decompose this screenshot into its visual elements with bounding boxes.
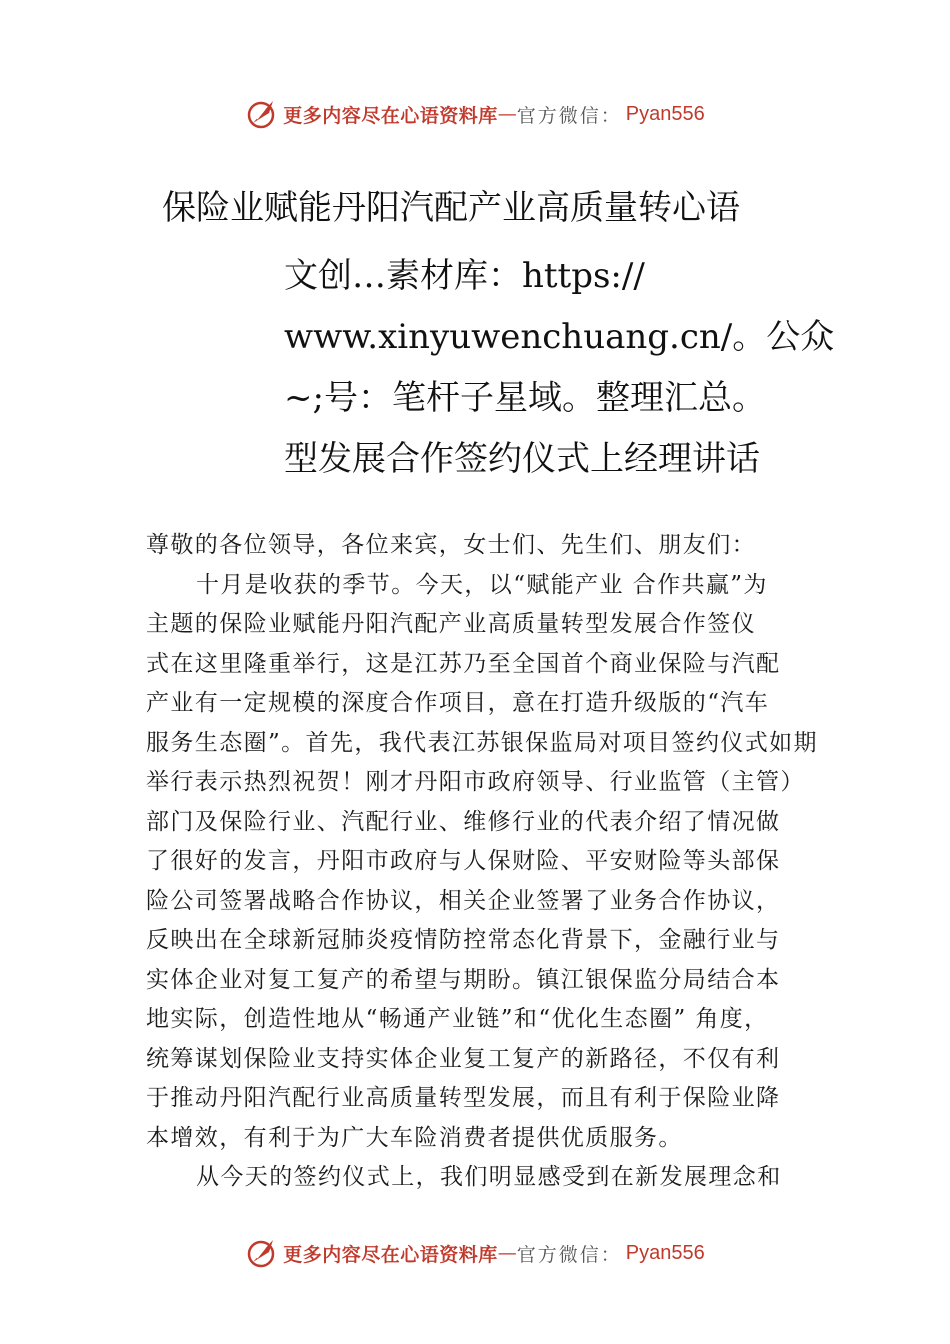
document-title-block xyxy=(284,246,844,490)
body-line: 服务生态圈”。首先，我代表江苏银保监局对项目签约仪式如期 xyxy=(146,729,818,756)
document-title-line-4: ~;号：笔杆子星域。整理汇总。 xyxy=(284,378,766,418)
watermark-handle: Pyan556 xyxy=(625,102,705,125)
watermark-banner-top xyxy=(0,94,950,134)
document-title-line-2: 文创…素材库：https:// xyxy=(284,256,645,296)
body-line: 从今天的签约仪式上，我们明显感受到在新发展理念和 xyxy=(196,1164,782,1190)
salutation: 尊敬的各位领导，各位来宾，女士们、先生们、朋友们： xyxy=(146,532,756,558)
body-line: 了很好的发言，丹阳市政府与人保财险、平安财险等头部保 xyxy=(146,848,781,874)
body-line: 产业有一定规模的深度合作项目，意在打造升级版的“汽车 xyxy=(146,690,770,716)
body-line: 反映出在全球新冠肺炎疫情防控常态化背景下，金融行业与 xyxy=(146,927,781,953)
body-line: 于推动丹阳汽配行业高质量转型发展，而且有利于保险业降 xyxy=(146,1085,781,1111)
body-line: 地实际，创造性地从“畅通产业链”和“优化生态圈” 角度， xyxy=(146,1006,769,1032)
body-line: 部门及保险行业、汽配行业、维修行业的代表介绍了情况做 xyxy=(146,808,781,835)
watermark-dash: — xyxy=(497,103,517,125)
body-line: 举行表示热烈祝贺！刚才丹阳市政府领导、行业监管（主管） xyxy=(146,769,805,795)
document-title-line-5: 型发展合作签约仪式上经理讲话 xyxy=(284,439,760,479)
body-line: 本增效，有利于为广大车险消费者提供优质服务。 xyxy=(146,1124,683,1151)
document-title-line-1: 保险业赋能丹阳汽配产业高质量转心语 xyxy=(162,188,740,228)
watermark-handle: Pyan556 xyxy=(625,1241,705,1264)
body-line: 统筹谋划保险业支持实体企业复工复产的新路径，不仅有利 xyxy=(146,1045,781,1072)
watermark-dash: — xyxy=(497,1242,517,1264)
speech-body xyxy=(146,526,826,1198)
body-line: 险公司签署战略合作协议，相关企业签署了业务合作协议， xyxy=(146,887,781,914)
body-line: 实体企业对复工复产的希望与期盼。镇江银保监分局结合本 xyxy=(146,966,781,993)
quill-logo-icon xyxy=(245,97,279,131)
watermark-brand: 更多内容尽在心语资料库 xyxy=(283,104,498,127)
body-line: 式在这里隆重举行，这是江苏乃至全国首个商业保险与汽配 xyxy=(146,650,781,677)
watermark-official-label: 官方微信： xyxy=(516,1243,622,1266)
document-title-line-3: www.xinyuwenchuang.cn/。公众 xyxy=(284,317,835,357)
watermark-official-label: 官方微信： xyxy=(516,104,622,127)
body-line: 十月是收获的季节。今天，以“赋能产业 合作共赢”为 xyxy=(196,571,768,598)
watermark-brand: 更多内容尽在心语资料库 xyxy=(283,1243,498,1266)
body-line: 主题的保险业赋能丹阳汽配产业高质量转型发展合作签仪 xyxy=(146,611,756,637)
watermark-banner-bottom xyxy=(0,1233,950,1273)
quill-logo-icon xyxy=(245,1236,279,1270)
